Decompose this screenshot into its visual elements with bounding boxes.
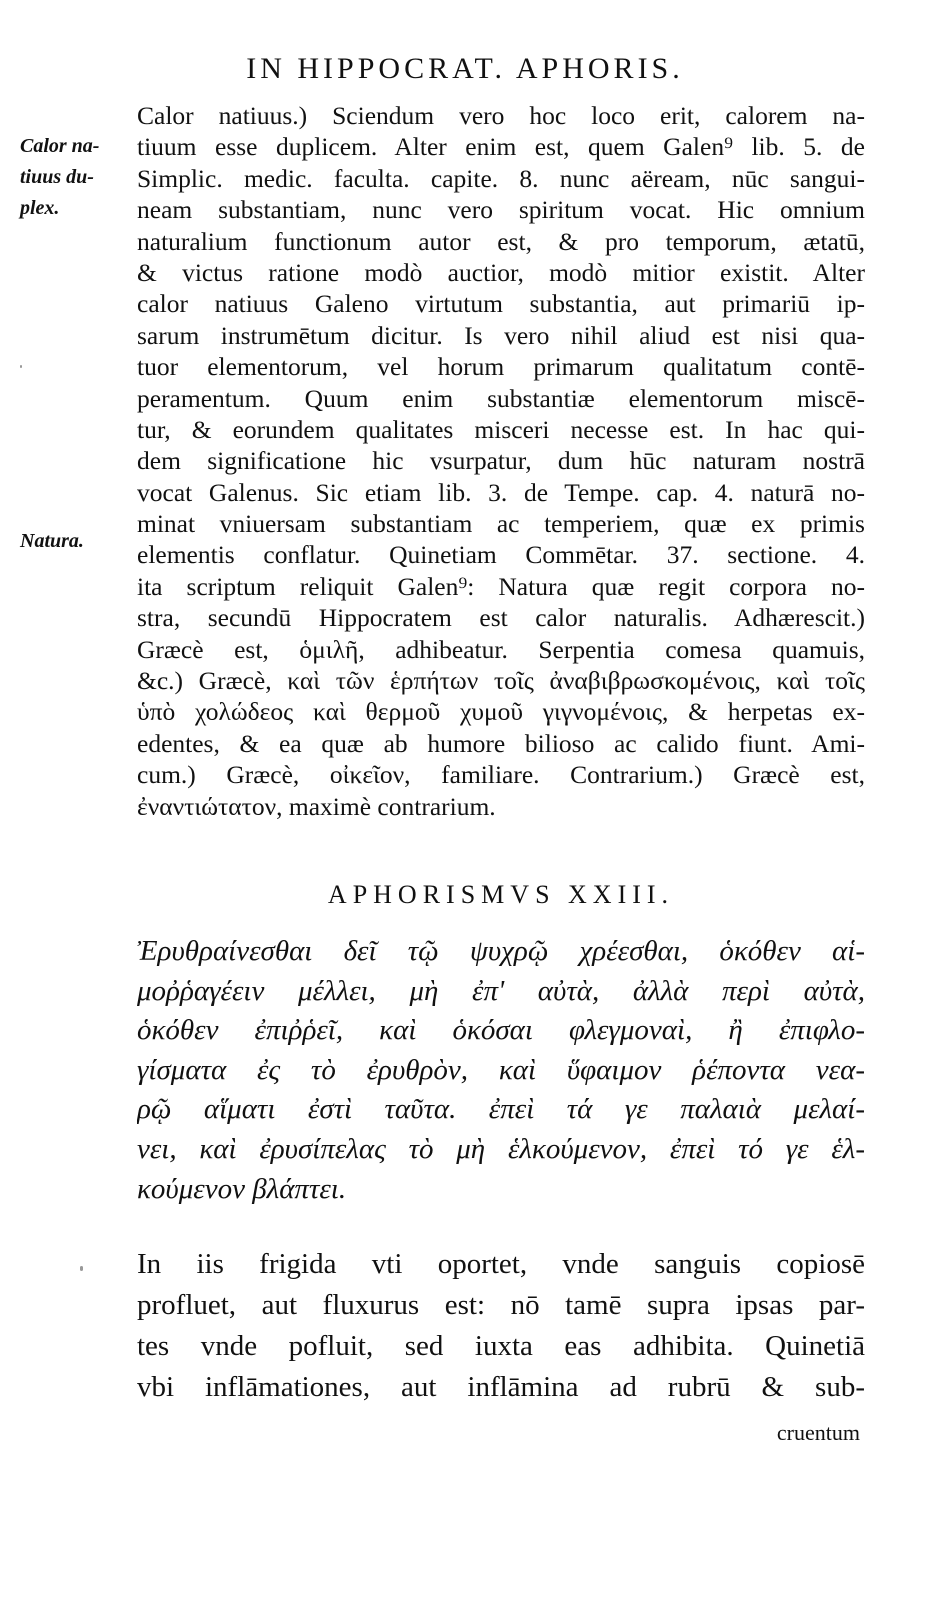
ink-speck [80, 1266, 83, 1271]
commentary-text [137, 100, 865, 822]
commentary-line: stra, secundū Hippocratem est calor naturalis. Adhærescit.) [137, 603, 865, 633]
greek-line: νει, καὶ ἐρυσίπελας τὸ μὴ ἑλκούμενον, ἐπεὶ τό γε ἑλ- [137, 1132, 865, 1165]
margin-note-line: Calor na- [20, 135, 100, 157]
commentary-line: Calor natiuus.) Sciendum vero hoc loco erit, calorem na- [137, 101, 865, 130]
greek-line: κούμενον βλάπτει. [137, 1172, 347, 1205]
greek-line: ὁκόθεν ἐπιῤῥεῖ, καὶ ὁκόσαι φλεγμοναὶ, ἢ ἐπιφλο- [137, 1014, 865, 1047]
commentary-line: peramentum. Quum enim substantiæ elementorum miscē- [137, 383, 865, 413]
commentary-line: cum.) Græcè, οἰκεῖον, familiare. Contrarium.) Græcè est, [137, 760, 865, 790]
running-head: IN HIPPOCRAT. APHORIS. [246, 52, 684, 85]
greek-line: ρῷ αἵματι ἐστὶ ταῦτα. ἐπεὶ τά γε παλαιὰ μελαί- [137, 1093, 865, 1126]
commentary-line: tuor elementorum, vel horum primarum qualitatum contē- [137, 352, 865, 382]
catchword: cruentum [776, 1420, 860, 1445]
commentary-line: ἐναντιώτατον, maximè contrarium. [137, 791, 496, 821]
margin-note-natura: Natura. [20, 530, 84, 552]
commentary-line: dem significatione hic vsurpatur, dum hūc naturam nostrā [137, 446, 865, 476]
commentary-line: vocat Galenus. Sic etiam lib. 3. de Tempe. cap. 4. naturā no- [137, 477, 865, 507]
commentary-line: tur, & eorundem qualitates misceri necesse est. In hac qui- [137, 414, 865, 444]
commentary-line: tiuum esse duplicem. Alter enim est, quem Galen⁹ lib. 5. de [137, 132, 865, 162]
translation-line: vbi inflāmationes, aut inflāmina ad rubrū & sub- [137, 1371, 865, 1403]
commentary-line: ὑπὸ χολώδεος καὶ θερμοῦ χυμοῦ γιγνομένοις, & herpetas ex- [137, 697, 865, 727]
commentary-line: &c.) Græcè, καὶ τῶν ἑρπήτων τοῖς ἀναβιβρωσκομένοις, καὶ τοῖς [137, 666, 865, 696]
ink-speck [20, 365, 22, 368]
greek-aphorism-text [137, 932, 865, 1209]
commentary-line: elementis conflatur. Quinetiam Commētar. 37. sectione. 4. [137, 540, 865, 570]
commentary-line: minat vniuersam substantiam ac temperiem, quæ ex primis [137, 509, 865, 539]
margin-note-calor [20, 131, 130, 224]
translation-line: tes vnde pofluit, sed iuxta eas adhibita. Quinetiā [137, 1330, 865, 1362]
commentary-line: edentes, & ea quæ ab humore bilioso ac calido fiunt. Ami- [137, 728, 865, 758]
translation-line: profluet, aut fluxurus est: nō tamē supra ipsas par- [137, 1289, 865, 1321]
commentary-line: Græcè est, ὁμιλῆ, adhibeatur. Serpentia comesa quamuis, [137, 634, 865, 664]
greek-line: γίσματα ἐς τὸ ἐρυθρὸν, καὶ ὕφαιμον ῥέποντα νεα- [137, 1053, 865, 1086]
translation-line: In iis frigida vti oportet, vnde sanguis copiosē [137, 1248, 865, 1280]
latin-translation-text [137, 1244, 865, 1408]
margin-note-line: plex. [20, 197, 60, 219]
commentary-line: sarum instrumētum dicitur. Is vero nihil aliud est nisi qua- [137, 320, 865, 350]
commentary-line: & victus ratione modò auctior, modò mitior existit. Alter [137, 257, 865, 287]
margin-note-line: tiuus du- [20, 166, 94, 188]
greek-line: Ἐρυθραίνεσθαι δεῖ τῷ ψυχρῷ χρέεσθαι, ὁκόθεν αἱ- [137, 935, 865, 967]
commentary-line: neam substantiam, nunc vero spiritum vocat. Hic omnium [137, 195, 865, 225]
aphorism-heading: APHORISMVS XXIII. [327, 880, 675, 909]
greek-line: μοῤῥαγέειν μέλλει, μὴ ἐπ' αὐτὰ, ἀλλὰ περὶ αὐτὰ, [137, 974, 865, 1007]
commentary-line: ita scriptum reliquit Galen⁹: Natura quæ regit corpora no- [137, 571, 865, 601]
commentary-line: Simplic. medic. faculta. capite. 8. nunc aëream, nūc sangui- [137, 163, 865, 193]
commentary-line: naturalium functionum autor est, & pro temporum, ætatū, [137, 226, 865, 256]
commentary-line: calor natiuus Galeno virtutum substantia, aut primariū ip- [137, 289, 865, 319]
